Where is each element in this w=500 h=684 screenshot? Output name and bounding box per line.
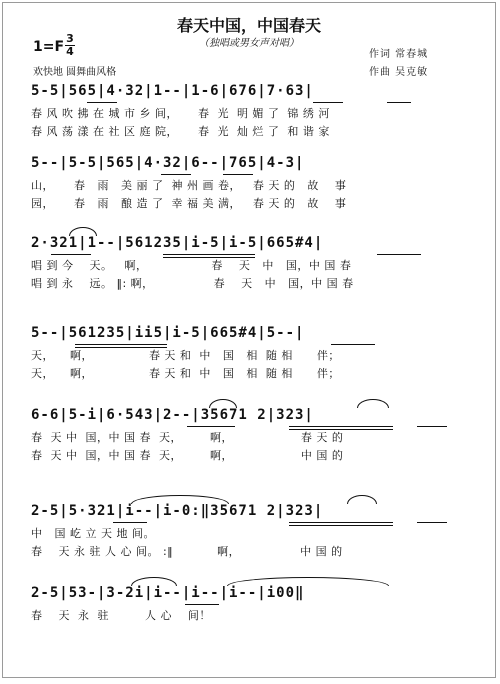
beam-mark: [289, 525, 393, 526]
lyric-line-2: 春 风 荡 漾 在 社 区 庭 院， 春 光 灿 烂 了 和 谐 家: [31, 125, 330, 138]
lyric-line-2: 春 天 中 国，中 国 春 天， 啊， 中 国 的: [31, 449, 344, 462]
beam-mark: [51, 254, 91, 255]
tempo-marking: 欢快地 圆舞曲风格: [33, 67, 117, 78]
song-title: 春天中国，中国春天: [176, 16, 321, 35]
notation-line: 2·321|1--|561235|i-5|i-5|665#4|: [31, 235, 324, 251]
beam-mark: [223, 174, 253, 175]
score-system-3: [31, 231, 475, 301]
beam-mark: [161, 174, 191, 175]
score-system-7: [31, 581, 475, 651]
key-signature: 1=F: [33, 39, 65, 55]
slur-mark: [347, 495, 377, 504]
beam-mark: [387, 102, 411, 103]
beam-mark: [289, 426, 393, 427]
lyric-line-1: 唱 到 今 天。 啊， 春 天 中 国，中 国 春: [31, 259, 352, 272]
lyric-line-1: 春 天 永 驻 人 心 间！: [31, 609, 211, 622]
lyric-line-2: 唱 到 永 远。 ‖: 啊， 春 天 中 国，中 国 春: [31, 277, 354, 290]
lyric-line-2: 天， 啊， 春 天 和 中 国 相 随 相 伴；: [31, 367, 340, 380]
beam-mark: [377, 254, 421, 255]
lyric-line-1: 天， 啊， 春 天 和 中 国 相 随 相 伴；: [31, 349, 340, 362]
notation-line: 5--|5-5|565|4·32|6--|765|4-3|: [31, 155, 305, 171]
lyric-line-2: 春 天 永 驻 人 心 间。 :‖ 啊， 中 国 的: [31, 545, 343, 558]
slur-mark: [357, 399, 389, 408]
lyric-line-1: 春 天 中 国，中 国 春 天， 啊， 春 天 的: [31, 431, 344, 444]
time-signature-top: 3: [66, 32, 74, 45]
notation-line: 6-6|5-i|6·543|2--|35671 2|323|: [31, 407, 314, 423]
notation-line: 5-5|565|4·32|1--|1-6|676|7·63|: [31, 83, 314, 99]
score-system-5: [31, 403, 475, 473]
score-system-2: [31, 151, 475, 221]
lyric-line-2: 园， 春 雨 酿 造 了 幸 福 美 满， 春 天 的 故 事: [31, 197, 347, 210]
beam-mark: [113, 522, 147, 523]
beam-mark: [417, 522, 447, 523]
beam-mark: [185, 604, 219, 605]
notation-line: 2-5|5·321|i--|i-0:‖35671 2|323|: [31, 503, 324, 519]
score-system-1: [31, 79, 475, 149]
score-system-6: [31, 499, 475, 569]
notation-line: 2-5|53-|3-2i|i--|i--|i--|i00‖: [31, 585, 305, 601]
beam-mark: [331, 344, 375, 345]
beam-mark: [417, 426, 447, 427]
composer-credit: 作曲 吴克敏: [369, 67, 429, 78]
beam-mark: [313, 102, 343, 103]
time-signature: [65, 34, 75, 57]
time-signature-bottom: 4: [66, 45, 74, 58]
beam-mark: [187, 426, 235, 427]
lyric-line-1: 山， 春 雨 美 丽 了 神 州 画 卷， 春 天 的 故 事: [31, 179, 347, 192]
song-subtitle: （独唱或男女声对唱）: [199, 38, 299, 49]
beam-mark: [75, 344, 167, 345]
score-system-4: [31, 321, 475, 391]
beam-mark: [87, 102, 117, 103]
lyric-line-1: 春 风 吹 拂 在 城 市 乡 间， 春 光 明 媚 了 锦 绣 河: [31, 107, 330, 120]
lyric-line-1: 中 国 屹 立 天 地 间。: [31, 527, 155, 540]
lyricist-credit: 作词 常春城: [369, 49, 429, 60]
beam-mark: [163, 254, 255, 255]
beam-mark: [289, 522, 393, 523]
notation-line: 5--|561235|ii5|i-5|665#4|5--|: [31, 325, 305, 341]
score-sheet: [2, 2, 496, 678]
